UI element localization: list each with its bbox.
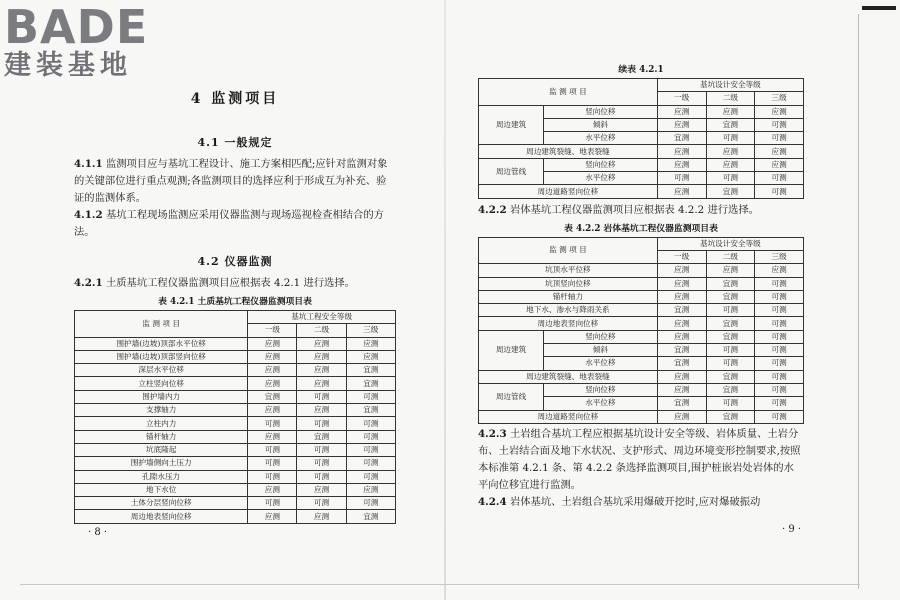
item-cell: 竖向位移 (544, 105, 658, 118)
grade-2-cell: 可测 (297, 390, 346, 403)
item-cell: 倾斜 (544, 344, 658, 357)
grade-2-cell: 可测 (706, 172, 755, 185)
grade-3-cell: 宜测 (346, 364, 395, 377)
clause-4-2-4 (478, 494, 804, 511)
grade-3-cell: 可测 (755, 304, 804, 317)
header-grade: 基坑设计安全等级 (657, 237, 803, 250)
grade-2-cell: 应测 (706, 264, 755, 277)
grade-3-cell: 可测 (346, 417, 395, 430)
clause-number: 4.2.2 (478, 203, 507, 216)
grade-1-cell: 可测 (248, 443, 297, 456)
continued-body (479, 105, 804, 198)
grade-1-cell: 应测 (657, 290, 706, 303)
item-cell: 周边建筑裂缝、地表裂缝 (479, 370, 658, 383)
grade-3-cell: 可测 (755, 397, 804, 410)
item-cell: 周边建筑裂缝、地表裂缝 (479, 145, 658, 158)
grade-3-cell: 可测 (755, 172, 804, 185)
page-fold (444, 0, 446, 600)
item-cell: 水平位移 (544, 172, 658, 185)
item-cell: 围护墙(边坡)顶部水平位移 (75, 337, 248, 350)
grade-1-cell: 可测 (248, 457, 297, 470)
grade-1-cell: 应测 (657, 410, 706, 423)
grade-3-cell: 可测 (346, 443, 395, 456)
table-row (75, 457, 396, 470)
table-row (75, 404, 396, 417)
item-cell: 立柱内力 (75, 417, 248, 430)
clause-number: 4.2.1 (74, 277, 103, 289)
table-row (75, 497, 396, 510)
page-number-left: · 8 · (88, 527, 108, 538)
item-cell: 支撑轴力 (75, 404, 248, 417)
grade-2-cell: 宜测 (706, 185, 755, 198)
section-title-4-1: 4.1 一般规定 (197, 136, 273, 149)
clause-text: 土质基坑工程仪器监测项目应根据表 4.2.1 进行选择。 (105, 277, 355, 289)
grade-1-cell: 宜测 (657, 357, 706, 370)
grade-1-cell: 应测 (248, 483, 297, 496)
grade-3-cell: 应测 (755, 105, 804, 118)
grade-2-cell: 宜测 (706, 317, 755, 330)
grade-1-cell: 应测 (657, 118, 706, 131)
grade-1-cell: 应测 (657, 264, 706, 277)
table-4-2-2 (478, 237, 804, 424)
continued-table-caption: 续表 4.2.1 (618, 65, 664, 75)
grade-2-cell: 可测 (297, 470, 346, 483)
table-row (75, 364, 396, 377)
table-row (75, 377, 396, 390)
grade-2-cell: 应测 (706, 105, 755, 118)
grade-1-cell: 应测 (657, 158, 706, 171)
grade-1-cell: 应测 (657, 105, 706, 118)
grade-3-cell: 可测 (755, 370, 804, 383)
grade-3-cell: 可测 (346, 430, 395, 443)
grade-2-cell: 宜测 (706, 410, 755, 423)
grade-2-cell: 宜测 (706, 290, 755, 303)
table-4-2-1-body (75, 337, 396, 523)
item-cell: 围护墙(边坡)顶部竖向位移 (75, 350, 248, 363)
grade-1-cell: 应测 (248, 364, 297, 377)
grade-3-cell: 可测 (755, 330, 804, 343)
grade-1-cell: 可测 (248, 417, 297, 430)
table-row (479, 158, 804, 171)
grade-2-cell: 可测 (706, 357, 755, 370)
header-grade-2: 二级 (706, 250, 755, 263)
header-grade-1: 一级 (248, 324, 297, 337)
grade-3-cell: 可测 (755, 185, 804, 198)
table-row (479, 383, 804, 396)
grade-1-cell: 应测 (248, 404, 297, 417)
table-row (479, 277, 804, 290)
item-cell: 围护墙侧向土压力 (75, 457, 248, 470)
grade-2-cell: 宜测 (706, 277, 755, 290)
grade-3-cell: 可测 (755, 132, 804, 145)
item-cell: 水平位移 (544, 397, 658, 410)
clause-number: 4.2.3 (478, 427, 507, 440)
grade-3-cell: 应测 (755, 264, 804, 277)
header-item: 监 测 项 目 (479, 237, 658, 264)
grade-2-cell: 应测 (706, 158, 755, 171)
grade-3-cell: 宜测 (346, 510, 395, 523)
table-row (75, 390, 396, 403)
grade-1-cell: 宜测 (657, 132, 706, 145)
table-row (479, 145, 804, 158)
header-item: 监 测 项 目 (479, 79, 658, 106)
grade-1-cell: 宜测 (657, 344, 706, 357)
grade-3-cell: 应测 (755, 145, 804, 158)
grade-1-cell: 宜测 (657, 397, 706, 410)
grade-3-cell: 可测 (755, 277, 804, 290)
grade-1-cell: 应测 (248, 350, 297, 363)
grade-2-cell: 应测 (297, 350, 346, 363)
table-row (75, 483, 396, 496)
grade-2-cell: 可测 (297, 443, 346, 456)
grade-2-cell: 应测 (297, 337, 346, 350)
grade-2-cell: 应测 (297, 404, 346, 417)
grade-3-cell: 可测 (755, 383, 804, 396)
item-cell: 围护墙内力 (75, 390, 248, 403)
item-cell: 水平位移 (544, 357, 658, 370)
header-grade-1: 一级 (657, 250, 706, 263)
grade-1-cell: 应测 (657, 277, 706, 290)
grade-2-cell: 可测 (706, 304, 755, 317)
grade-3-cell: 可测 (346, 497, 395, 510)
clause-4-2-3 (478, 426, 804, 494)
grade-1-cell: 可测 (657, 172, 706, 185)
grade-1-cell: 应测 (248, 337, 297, 350)
grade-3-cell: 应测 (755, 158, 804, 171)
clause-4-2-1 (74, 275, 396, 292)
clause-text: 岩体基坑、土岩组合基坑采用爆破开挖时,应对爆破振动 (509, 495, 761, 508)
item-cell: 锚杆轴力 (75, 430, 248, 443)
grade-1-cell: 应测 (248, 377, 297, 390)
grade-3-cell: 可测 (755, 357, 804, 370)
grade-3-cell: 可测 (346, 390, 395, 403)
right-page (478, 60, 804, 511)
item-cell: 地下水位 (75, 483, 248, 496)
grade-2-cell: 宜测 (297, 430, 346, 443)
item-cell: 周边地表竖向位移 (479, 317, 658, 330)
table-caption-4-2-1: 表 4.2.1 土质基坑工程仪器监测项目表 (158, 297, 312, 307)
grade-3-cell: 宜测 (346, 377, 395, 390)
item-cell: 孔隙水压力 (75, 470, 248, 483)
table-row (75, 417, 396, 430)
grade-1-cell: 可测 (248, 497, 297, 510)
grade-2-cell: 宜测 (706, 330, 755, 343)
header-grade-3: 三级 (755, 92, 804, 105)
grade-2-cell: 可测 (706, 132, 755, 145)
table-row (479, 105, 804, 118)
grade-3-cell: 宜测 (346, 404, 395, 417)
clause-number: 4.1.2 (74, 209, 103, 221)
bottom-page-edge (20, 584, 860, 585)
item-cell: 地下水、渗水与降雨关系 (479, 304, 658, 317)
header-grade: 基坑设计安全等级 (657, 79, 803, 92)
grade-2-cell: 宜测 (706, 383, 755, 396)
grade-1-cell: 应测 (657, 383, 706, 396)
item-cell: 锚杆轴力 (479, 290, 658, 303)
grade-3-cell: 可测 (755, 290, 804, 303)
item-cell: 水平位移 (544, 132, 658, 145)
table-row (479, 410, 804, 423)
table-row (479, 290, 804, 303)
group-label-cell: 周边管线 (479, 383, 544, 410)
chapter-title: 4 监测项目 (190, 91, 280, 107)
grade-2-cell: 应测 (297, 483, 346, 496)
grade-1-cell: 应测 (657, 330, 706, 343)
clause-text: 岩体基坑工程仪器监测项目应根据表 4.2.2 进行选择。 (509, 203, 759, 216)
table-row (75, 430, 396, 443)
bade-logo (4, 0, 176, 86)
item-cell: 深层水平位移 (75, 364, 248, 377)
item-cell: 周边道路竖向位移 (479, 185, 658, 198)
item-cell: 立柱竖向位移 (75, 377, 248, 390)
group-label-cell: 周边建筑 (479, 105, 544, 145)
right-page-edge (858, 14, 859, 589)
grade-2-cell: 可测 (297, 497, 346, 510)
grade-3-cell: 可测 (755, 344, 804, 357)
grade-3-cell: 可测 (755, 410, 804, 423)
grade-2-cell: 应测 (706, 145, 755, 158)
grade-1-cell: 宜测 (657, 304, 706, 317)
table-row (479, 330, 804, 343)
grade-3-cell: 应测 (346, 337, 395, 350)
grade-2-cell: 可测 (297, 457, 346, 470)
clause-number: 4.1.1 (74, 158, 103, 170)
item-cell: 竖向位移 (544, 330, 658, 343)
grade-2-cell: 可测 (706, 344, 755, 357)
clause-4-1-1 (74, 156, 396, 207)
grade-3-cell: 可测 (755, 317, 804, 330)
grade-2-cell: 宜测 (706, 118, 755, 131)
table-row (479, 264, 804, 277)
table-row (479, 370, 804, 383)
table-row (479, 317, 804, 330)
table-row (75, 470, 396, 483)
item-cell: 周边道路竖向位移 (479, 410, 658, 423)
clause-4-1-2 (74, 207, 396, 241)
item-cell: 坑顶竖向位移 (479, 277, 658, 290)
item-cell: 竖向位移 (544, 158, 658, 171)
scan-edge-mark (862, 6, 896, 10)
grade-3-cell: 应测 (346, 483, 395, 496)
item-cell: 倾斜 (544, 118, 658, 131)
item-cell: 竖向位移 (544, 383, 658, 396)
grade-1-cell: 应测 (657, 185, 706, 198)
grade-2-cell: 可测 (706, 397, 755, 410)
item-cell: 周边地表竖向位移 (75, 510, 248, 523)
item-cell: 坑底隆起 (75, 443, 248, 456)
grade-1-cell: 宜测 (248, 390, 297, 403)
header-grade-3: 三级 (346, 324, 395, 337)
table-row (479, 185, 804, 198)
clause-text: 监测项目应与基坑工程设计、施工方案相匹配;应针对监测对象的关键部位进行重点观测;各监测项目的选择应利于形成互为补充、验证的监测体系。 (74, 158, 388, 204)
table-caption-4-2-2: 表 4.2.2 岩体基坑工程仪器监测项目表 (564, 223, 718, 234)
table-4-2-1-continued (478, 78, 804, 199)
item-cell: 土体分层竖向位移 (75, 497, 248, 510)
table-row (75, 510, 396, 523)
clause-number: 4.2.4 (478, 495, 507, 508)
clause-4-2-2 (478, 202, 804, 219)
grade-1-cell: 应测 (248, 430, 297, 443)
grade-1-cell: 应测 (657, 317, 706, 330)
grade-2-cell: 应测 (297, 364, 346, 377)
page-number-right: · 9 · (782, 524, 802, 535)
grade-3-cell: 可测 (346, 470, 395, 483)
table-row (479, 304, 804, 317)
grade-3-cell: 可测 (346, 457, 395, 470)
grade-3-cell: 可测 (755, 118, 804, 131)
grade-3-cell: 应测 (346, 350, 395, 363)
left-page (74, 88, 396, 524)
grade-2-cell: 应测 (297, 510, 346, 523)
header-grade-2: 二级 (297, 324, 346, 337)
grade-1-cell: 应测 (657, 145, 706, 158)
grade-1-cell: 应测 (657, 370, 706, 383)
table-4-2-1 (74, 310, 396, 524)
table-row (75, 350, 396, 363)
group-label-cell: 周边管线 (479, 158, 544, 185)
logo-text-cn: 建装基地 (4, 50, 132, 81)
grade-2-cell: 宜测 (706, 370, 755, 383)
group-label-cell: 周边建筑 (479, 330, 544, 370)
header-item: 监 测 项 目 (75, 311, 248, 338)
section-title-4-2: 4.2 仪器监测 (197, 255, 273, 268)
grade-2-cell: 应测 (297, 377, 346, 390)
grade-1-cell: 应测 (248, 510, 297, 523)
clause-text: 土岩组合基坑工程应根据基坑设计安全等级、岩体质量、土岩分布、土岩结合面及地下水状况、支护形式、周边环境变形控制要求,按照本标准第 4.2.1 条、第 4.2.2 条选择监测项目,围护桩嵌岩处岩体的水平向位移宜进行监测。 (478, 427, 801, 491)
header-grade-1: 一级 (657, 92, 706, 105)
table-4-2-2-body (479, 264, 804, 424)
grade-1-cell: 可测 (248, 470, 297, 483)
header-grade: 基坑工程安全等级 (248, 311, 396, 324)
header-grade-3: 三级 (755, 250, 804, 263)
table-row (75, 443, 396, 456)
table-row (75, 337, 396, 350)
clause-text: 基坑工程现场监测应采用仪器监测与现场巡视检查相结合的方法。 (74, 209, 384, 238)
item-cell: 坑顶水平位移 (479, 264, 658, 277)
grade-2-cell: 可测 (297, 417, 346, 430)
logo-text-en: BADE (4, 0, 149, 54)
header-grade-2: 二级 (706, 92, 755, 105)
